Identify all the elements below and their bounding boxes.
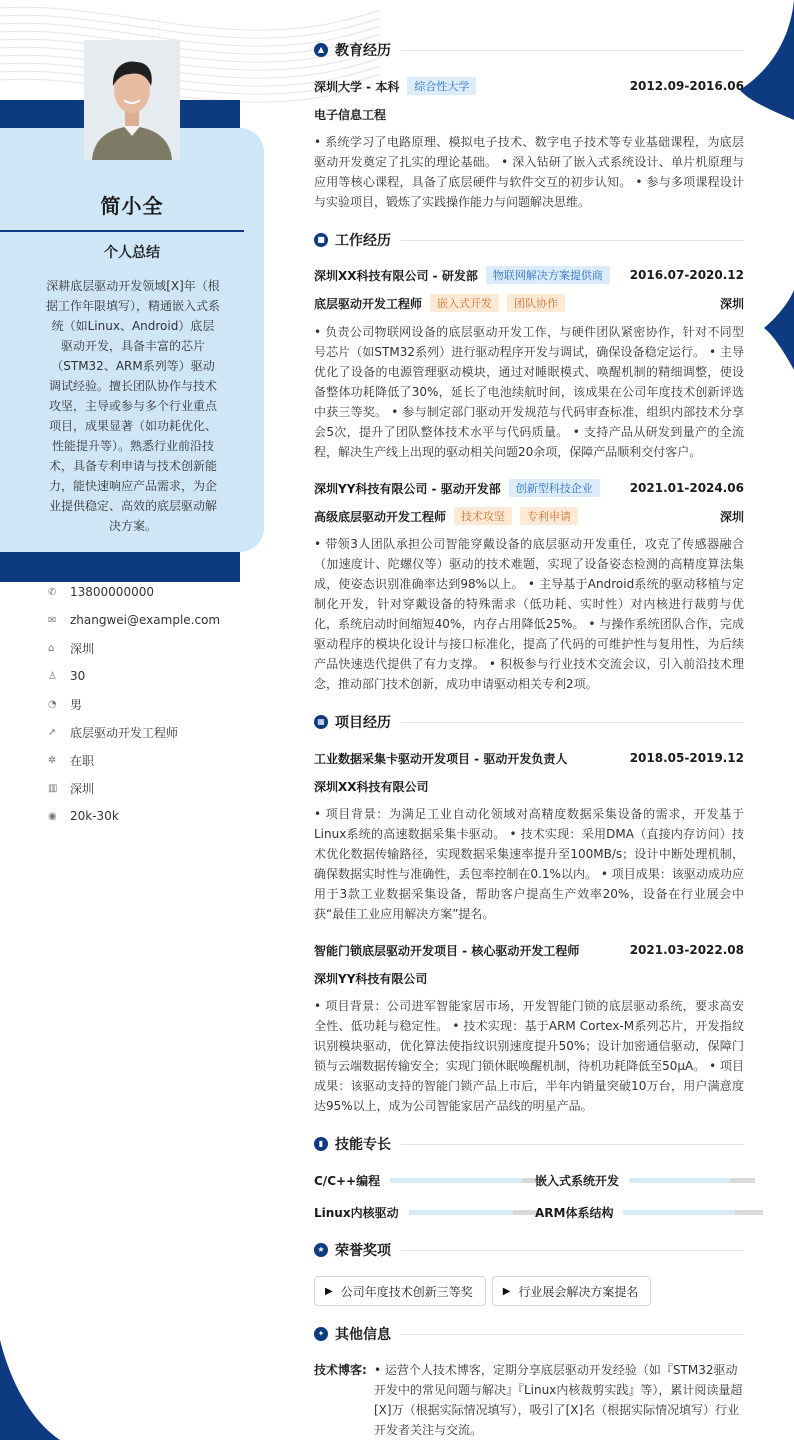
other-label: 技术博客:: [314, 1363, 367, 1377]
education-date: 2012.09-2016.06: [629, 79, 744, 93]
skills-row: [314, 1170, 754, 1190]
skill-bar-fill: [623, 1210, 735, 1215]
profile-photo: [84, 40, 180, 160]
home-icon: ⌂: [48, 642, 55, 654]
skill-label: C/C++编程: [314, 1173, 381, 1188]
corner-curve-top: [740, 0, 794, 120]
phone-icon: ✆: [48, 586, 57, 598]
section-work-heading: [314, 229, 744, 251]
section-title: 教育经历: [335, 43, 391, 59]
education-header-row: [314, 76, 744, 96]
skill-bar: [409, 1210, 539, 1215]
section-divider: [401, 1334, 744, 1335]
project-description: • 项目背景：为满足工业自动化领域对高精度数据采集设备的需求，开发基于Linux系统的高速数据采集卡驱动。 • 技术实现：采用DMA（直接内存访问）技术优化数据传输路径，实现数据采集速率提升至100MB/s；设计中断处理机制，确保数据实时性与准确性，丢包率控制在0.1%以内。 • 项目成果：该驱动成功应用于3款工业数据采集设备，帮助客户提高生产效率20%，设备在行业展会中获“最佳工业应用解决方案”提名。: [314, 807, 744, 921]
work-description: • 带领3人团队承担公司智能穿戴设备的底层驱动开发重任，攻克了传感器融合（加速度计、陀螺仪等）驱动的技术难题，实现了设备姿态检测的高精度算法集成，使姿态识别准确率达到98%以上。 • 主导基于Android系统的驱动移植与定制化开发，针对穿戴设备的特殊需求（低功耗、实时性）对内核进行裁剪与优化，系统启动时间缩短40%，内存占用降低25%。 • 与操作系统团队合作，完成驱动程序的模块化设计与接口标准化，提高了代码的可维护性与复用性，为后续产品快速迭代提供了有力支撑。 • 积极参与行业技术交流会议，引入前沿技术理念，推动部门技术创新，成功申请驱动相关专利2项。: [314, 537, 744, 691]
skill-item: [535, 1170, 755, 1190]
info-item-age: [48, 662, 258, 690]
contact-info-list: [48, 578, 258, 830]
info-value: 男: [70, 697, 83, 712]
skill-label: ARM体系结构: [535, 1205, 614, 1220]
project-header-row: [314, 940, 744, 960]
skill-bar: [623, 1210, 763, 1215]
section-other-heading: [314, 1323, 744, 1345]
education-major-row: [314, 104, 744, 124]
work-item-role-row: [314, 293, 744, 313]
send-icon: ➚: [48, 726, 57, 738]
skill-item: [314, 1202, 539, 1222]
section-divider: [401, 1144, 744, 1145]
section-title: 工作经历: [335, 233, 391, 249]
company-name: 深圳YY科技有限公司 - 驱动开发部: [314, 481, 501, 496]
age-icon: ♙: [48, 670, 57, 682]
skill-item: [314, 1170, 536, 1190]
info-value: 深圳: [70, 781, 95, 796]
section-divider: [401, 722, 744, 723]
skill-bar: [629, 1178, 755, 1183]
info-value: 20k-30k: [70, 809, 119, 823]
project-name: 工业数据采集卡驱动开发项目 - 驱动开发负责人: [314, 751, 568, 766]
briefcase-icon: ■: [314, 233, 328, 247]
skill-label: Linux内核驱动: [314, 1205, 399, 1220]
play-triangle-icon: ▶: [502, 1285, 511, 1297]
section-title: 其他信息: [335, 1327, 391, 1343]
info-value: 深圳: [70, 641, 95, 656]
mail-icon: ✉: [48, 614, 57, 626]
awards-list: [314, 1276, 657, 1306]
info-item-location: [48, 634, 258, 662]
candidate-name: 简小全: [100, 194, 164, 218]
graduation-cap-icon: ▲: [314, 43, 328, 57]
skill-bar: [390, 1178, 536, 1183]
info-value: 30: [70, 669, 86, 683]
work-description: • 负责公司物联网设备的底层驱动开发工作，与硬件团队紧密协作，针对不同型号芯片（如STM32系列）进行驱动程序开发与调试，确保设备稳定运行。 • 主导优化了设备的电源管理驱动模块，通过对睡眠模式、唤醒机制的精细调整，使设备整体功耗降低了30%，延长了电池续航时间，该成果在公司年度技术创新评选中获三等奖。 • 参与制定部门驱动开发规范与代码审查标准，组织内部技术分享会5次，提升了团队整体技术水平与代码质量。 • 支持产品从研发到量产的全流程，解决生产线上出现的驱动相关问题20余项，保障产品顺利交付客户。: [314, 325, 744, 459]
info-item-position: [48, 718, 258, 746]
skill-tag: 技术攻坚: [454, 507, 512, 525]
skill-bar-fill: [629, 1178, 730, 1183]
gear-icon: ✲: [48, 754, 57, 766]
section-divider: [401, 1250, 744, 1251]
project-header-row: [314, 748, 744, 768]
work-date: 2016.07-2020.12: [629, 268, 744, 282]
work-item-role-row: [314, 506, 744, 526]
section-skills-heading: [314, 1133, 744, 1155]
job-role: 高级底层驱动开发工程师: [314, 509, 447, 524]
info-icon: ✦: [314, 1327, 328, 1341]
info-value: 在职: [70, 753, 95, 768]
skill-bar-fill: [390, 1178, 521, 1183]
info-item-salary: [48, 802, 258, 830]
salary-icon: ◉: [48, 810, 57, 822]
info-item-gender: [48, 690, 258, 718]
section-divider: [401, 50, 744, 51]
name-divider: [0, 230, 244, 232]
work-item-header-row: [314, 265, 744, 285]
section-divider: [401, 240, 744, 241]
info-item-status: [48, 746, 258, 774]
info-item-email: [48, 606, 258, 634]
summary-heading: 个人总结: [104, 245, 160, 261]
school-tag: 综合性大学: [407, 77, 476, 95]
section-education-heading: [314, 39, 744, 61]
award-label: 行业展会解决方案提名: [518, 1284, 639, 1299]
play-triangle-icon: ▶: [325, 1285, 333, 1297]
skill-tag: 团队协作: [507, 294, 565, 312]
section-title: 荣誉奖项: [335, 1243, 391, 1259]
project-name: 智能门锁底层驱动开发项目 - 核心驱动开发工程师: [314, 943, 580, 958]
company-tag: 物联网解决方案提供商: [486, 266, 610, 284]
school-name: 深圳大学 - 本科: [314, 79, 400, 94]
skill-label: 嵌入式系统开发: [535, 1173, 620, 1188]
section-title: 技能专长: [335, 1137, 391, 1153]
skill-item: [535, 1202, 763, 1222]
skill-bar-fill: [409, 1210, 513, 1215]
company-name: 深圳XX科技有限公司 - 研发部: [314, 268, 478, 283]
work-date: 2021.01-2024.06: [629, 481, 744, 495]
section-projects-heading: [314, 711, 744, 733]
project-company: 深圳YY科技有限公司: [314, 971, 428, 986]
info-value: zhangwei@example.com: [70, 613, 221, 627]
project-description: • 项目背景：公司进军智能家居市场，开发智能门锁的底层驱动系统，要求高安全性、低功耗与稳定性。 • 技术实现：基于ARM Cortex-M系列芯片，开发指纹识别模块驱动，优化算法使指纹识别速度提升50%；设计加密通信驱动，保障门锁与云端数据传输安全；实现门锁休眠唤醒机制，待机功耗降低至50μA。 • 项目成果：该驱动支持的智能门锁产品上市后，半年内销量突破10万台，用户满意度达95%以上，成为公司智能家居产品线的明星产品。: [314, 999, 744, 1113]
skill-tag: 专利申请: [520, 507, 578, 525]
skills-row: [314, 1202, 754, 1222]
medal-icon: ★: [314, 1243, 328, 1257]
project-date: 2021.03-2022.08: [629, 943, 744, 957]
summary-text: 深耕底层驱动开发领域[X]年（根据工作年限填写），精通嵌入式系统（如Linux、Android）底层驱动开发，具备丰富的芯片（STM32、ARM系列等）驱动调试经验。擅长团队协作与技术攻坚，主导或参与多个行业重点项目，成果显著（如功耗优化、性能提升等）。熟悉行业前沿技术，具备专利申请与技术创新能力，能快速响应产品需求，为企业提供稳定、高效的底层驱动解决方案。: [46, 279, 221, 533]
section-awards-heading: [314, 1239, 744, 1261]
project-company-row: [314, 968, 744, 988]
info-item-city: [48, 774, 258, 802]
info-value: 底层驱动开发工程师: [70, 725, 179, 740]
edge-curve-right: [764, 290, 794, 370]
gender-icon: ◔: [48, 698, 57, 710]
info-item-phone: [48, 578, 258, 606]
major-name: 电子信息工程: [314, 107, 387, 122]
project-company-row: [314, 776, 744, 796]
education-description: • 系统学习了电路原理、模拟电子技术、数字电子技术等专业基础课程，为底层驱动开发奠定了扎实的理论基础。 • 深入钻研了嵌入式系统设计、单片机原理与应用等核心课程，具备了底层硬件与软件交互的初步认知。 • 参与多项课程设计与实验项目，锻炼了实践操作能力与问题解决思维。: [314, 135, 744, 209]
company-tag: 创新型科技企业: [509, 479, 600, 497]
info-value: 13800000000: [70, 585, 154, 599]
project-company: 深圳XX科技有限公司: [314, 779, 429, 794]
project-date: 2018.05-2019.12: [629, 751, 744, 765]
work-item-header-row: [314, 478, 744, 498]
other-text: • 运营个人技术博客，定期分享底层驱动开发经验（如『STM32驱动开发中的常见问题与解决』『Linux内核裁剪实践』等），累计阅读量超[X]万（根据实际情况填写），吸引了[X]名（根据实际情况填写）行业开发者关注与交流。: [374, 1363, 743, 1437]
job-role: 底层驱动开发工程师: [314, 296, 423, 311]
award-item[interactable]: [314, 1276, 486, 1306]
corner-curve-bottom: [0, 1340, 60, 1440]
work-city: 深圳: [719, 296, 744, 311]
grid-icon: ▦: [314, 715, 328, 729]
building-icon: ▥: [48, 782, 58, 794]
section-title: 项目经历: [335, 715, 391, 731]
work-city: 深圳: [719, 509, 744, 524]
bar-chart-icon: ▮: [314, 1137, 328, 1151]
award-label: 公司年度技术创新三等奖: [340, 1284, 473, 1299]
award-item[interactable]: [492, 1276, 652, 1306]
skill-tag: 嵌入式开发: [430, 294, 499, 312]
